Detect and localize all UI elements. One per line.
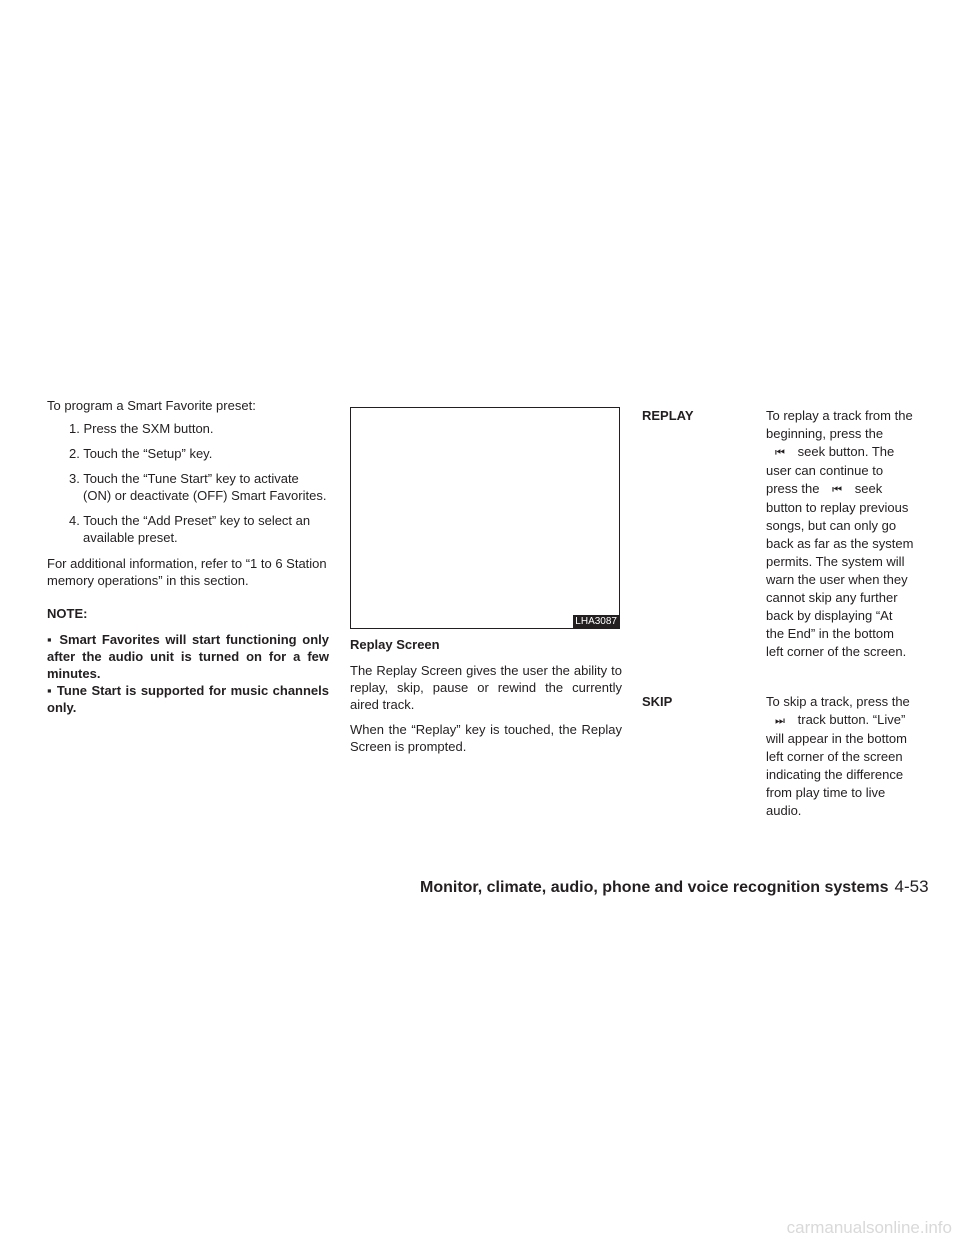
figure-placeholder — [350, 407, 620, 629]
info-text: For additional information, refer to “1 to 6 Station memory operations” in this section. — [47, 556, 327, 588]
note-line: ▪ Smart Favorites will start functioning only after the audio unit is turned on for a few minutes. — [47, 632, 329, 681]
skip-desc-part: track button. “Live” will appear in the bottom left corner of the screen indicating the difference from play time to live audio. — [766, 712, 907, 818]
step-item: 4. Touch the “Add Preset” key to select an available preset. — [69, 513, 311, 545]
replay-desc-part: seek button to replay previous songs, but can only go back as far as the system permits. The system will warn the user when they cannot skip any further back by displaying “At the End” in the bottom left corner of the screen. — [766, 481, 914, 659]
seek-back-icon: ⏮ — [775, 447, 785, 459]
track-forward-icon: ⏭ — [775, 715, 785, 727]
replay-description — [766, 407, 914, 661]
skip-description — [766, 693, 914, 820]
replay-term: REPLAY — [642, 408, 694, 423]
step-item: 1. Press the SXM button. — [69, 421, 214, 436]
seek-back-icon: ⏮ — [832, 484, 843, 496]
paragraph: When the “Replay” key is touched, the Replay Screen is prompted. — [350, 722, 622, 754]
left-column — [47, 397, 329, 716]
step-item: 2. Touch the “Setup” key. — [69, 446, 213, 461]
step-item: 3. Touch the “Tune Start” key to activate (ON) or deactivate (OFF) Smart Favorites. — [69, 471, 327, 503]
intro-text: To program a Smart Favorite preset: — [47, 398, 256, 413]
replay-desc-part: seek button. The user can continue to press the — [766, 444, 895, 496]
replay-desc-part: To replay a track from the beginning, press the — [766, 408, 913, 441]
skip-desc-part: To skip a track, press the — [766, 694, 910, 709]
note-heading: NOTE: — [47, 606, 88, 621]
skip-term: SKIP — [642, 694, 673, 709]
paragraph: The Replay Screen gives the user the ability to replay, skip, pause or rewind the currently aired track. — [350, 663, 622, 712]
note-line: ▪ Tune Start is supported for music channels only. — [47, 683, 329, 715]
section-heading: Replay Screen — [350, 637, 440, 652]
skip-definition — [642, 693, 917, 820]
page-number: 4-53 — [894, 877, 929, 896]
replay-definition — [642, 407, 917, 661]
right-column — [642, 407, 917, 820]
middle-column — [350, 407, 622, 763]
figure-label: LHA3087 — [575, 616, 617, 627]
footer-section-title: Monitor, climate, audio, phone and voice recognition systems — [420, 879, 889, 896]
page-footer — [420, 877, 929, 898]
steps-list — [47, 420, 329, 546]
watermark-text: carmanualsonline.info — [786, 1218, 952, 1237]
